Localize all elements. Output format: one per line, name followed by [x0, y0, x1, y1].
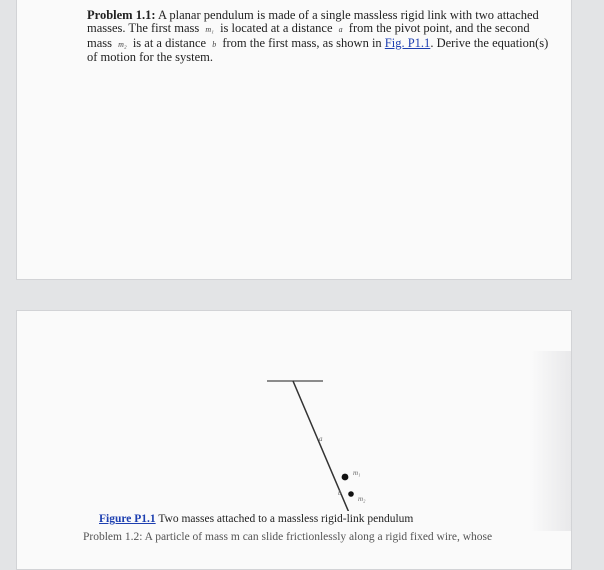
symbol-m2: m₂ [118, 39, 127, 49]
figure-link[interactable]: Fig. P1.1 [384, 35, 431, 50]
caption-figure-link[interactable]: Figure P1.1 [99, 513, 156, 525]
problem-label: Problem 1.1: [87, 8, 156, 22]
mass-m1 [342, 474, 349, 481]
problem-text-3: from the pivot point, and the second mass [87, 21, 530, 50]
mass-m2 [348, 491, 354, 497]
problem-text-4: is at a distance [132, 35, 207, 50]
figure-page [16, 310, 572, 570]
label-a: a [319, 435, 323, 443]
symbol-m1: m₁ [205, 25, 214, 35]
problem-statement [87, 9, 549, 65]
problem-text-1: A planar pendulum is made of a single massless rigid link with two attached masses. The first mass [87, 8, 539, 36]
label-m2: m₂ [358, 495, 366, 503]
problem-text-2: is located at a distance [220, 21, 333, 36]
problem-text-6: . Derive the equation(s) of motion for the system. [87, 35, 549, 65]
label-b: b [338, 489, 342, 497]
problem-page [16, 0, 572, 280]
label-m1: m₁ [353, 469, 361, 477]
caption-text: Two masses attached to a massless rigid-link pendulum [158, 513, 414, 525]
next-problem-cutoff: Problem 1.2: A particle of mass m can slide frictionlessly along a rigid fixed wire, whose [83, 531, 493, 543]
symbol-a: a [338, 25, 343, 35]
pendulum-diagram [257, 371, 397, 511]
figure-caption [99, 513, 413, 525]
page-shadow [531, 351, 571, 531]
symbol-b: b [212, 39, 217, 49]
problem-text-5: from the first mass, as shown in [222, 35, 382, 50]
